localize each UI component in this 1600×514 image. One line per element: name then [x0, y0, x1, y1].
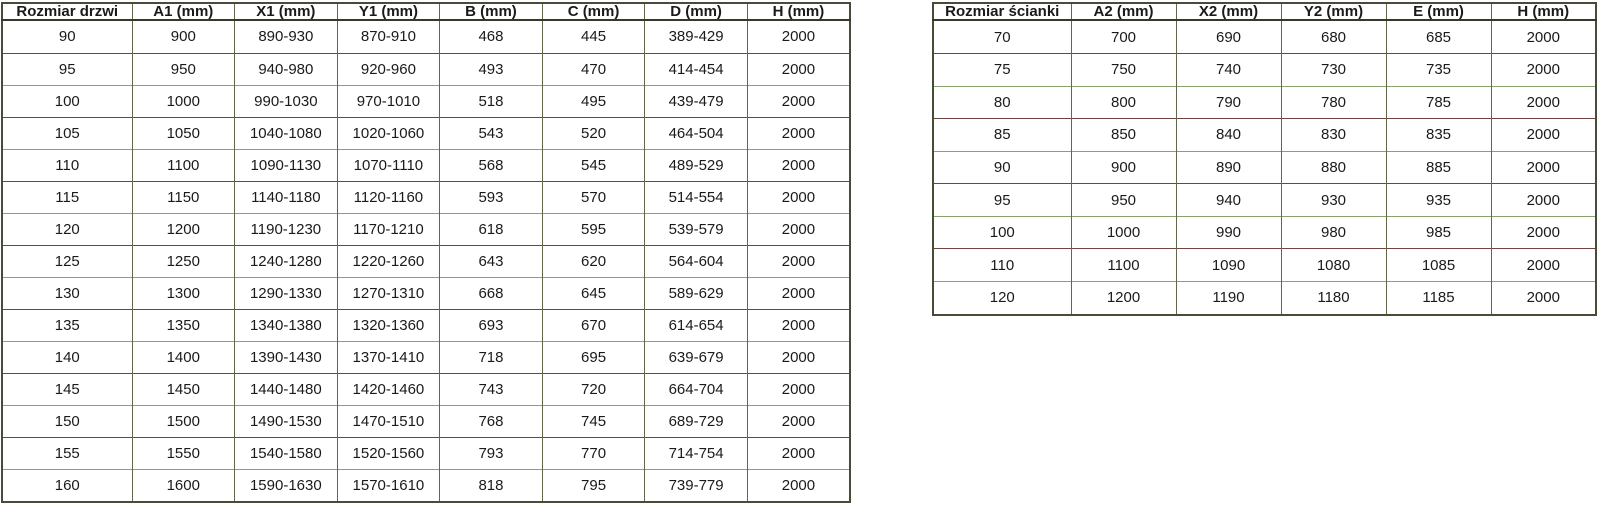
table-cell: 1100: [132, 149, 235, 181]
table-cell: 990: [1176, 216, 1281, 249]
table-cell: 414-454: [645, 53, 748, 85]
table-cell: 1570-1610: [337, 469, 440, 502]
table-cell: 1470-1510: [337, 405, 440, 437]
table-cell: 95: [2, 53, 132, 85]
table-cell: 160: [2, 469, 132, 502]
table-cell: 2000: [747, 277, 850, 309]
table-cell: 105: [2, 117, 132, 149]
table-row: [2, 181, 850, 213]
table-cell: 1300: [132, 277, 235, 309]
table-cell: 870-910: [337, 20, 440, 53]
table-cell: 793: [440, 437, 543, 469]
table-cell: 1000: [1071, 216, 1176, 249]
table-cell: 120: [2, 213, 132, 245]
table-cell: 95: [933, 184, 1071, 217]
door-size-table: [1, 2, 851, 503]
table-cell: 1370-1410: [337, 341, 440, 373]
table-cell: 750: [1071, 54, 1176, 87]
table-row: [2, 309, 850, 341]
table-cell: 2000: [747, 405, 850, 437]
column-header: Y2 (mm): [1281, 3, 1386, 20]
table-cell: 618: [440, 213, 543, 245]
table-cell: 800: [1071, 86, 1176, 119]
table-cell: 770: [542, 437, 645, 469]
table-cell: 564-604: [645, 245, 748, 277]
table-cell: 730: [1281, 54, 1386, 87]
table-cell: 439-479: [645, 85, 748, 117]
table-row: [933, 281, 1596, 315]
column-header: A1 (mm): [132, 3, 235, 20]
table-cell: 2000: [1491, 20, 1596, 54]
table-cell: 1200: [1071, 281, 1176, 315]
table-row: [2, 149, 850, 181]
table-cell: 2000: [1491, 184, 1596, 217]
table-row: [933, 54, 1596, 87]
table-cell: 90: [58, 28, 76, 46]
table-cell: 1500: [132, 405, 235, 437]
table-cell: 155: [2, 437, 132, 469]
table-cell: 1240-1280: [235, 245, 338, 277]
table-cell: 2000: [1491, 281, 1596, 315]
table-cell: 1100: [1071, 249, 1176, 282]
table-cell: 495: [542, 85, 645, 117]
table-cell: 1550: [132, 437, 235, 469]
table-row: [2, 245, 850, 277]
table-cell: 1200: [132, 213, 235, 245]
table-cell: 1050: [132, 117, 235, 149]
table-cell: 140: [2, 341, 132, 373]
table-cell: 620: [542, 245, 645, 277]
column-header: D (mm): [645, 3, 748, 20]
table-cell: 2000: [1491, 216, 1596, 249]
table-row: [2, 469, 850, 502]
table-cell: 930: [1281, 184, 1386, 217]
table-cell: 545: [542, 149, 645, 181]
table-cell: 2000: [1491, 54, 1596, 87]
table-cell: 2000: [747, 85, 850, 117]
table-cell: 1340-1380: [235, 309, 338, 341]
table-row: [2, 20, 850, 53]
column-header: Y1 (mm): [337, 3, 440, 20]
table-cell: 468: [440, 20, 543, 53]
table-row: [2, 85, 850, 117]
table-cell: 900: [1071, 151, 1176, 184]
header-row: [2, 3, 850, 20]
table-cell: 835: [1386, 119, 1491, 152]
table-cell: 570: [542, 181, 645, 213]
table-cell: 818: [440, 469, 543, 502]
table-cell: 75: [933, 54, 1071, 87]
table-cell: 593: [440, 181, 543, 213]
table-cell: 735: [1386, 54, 1491, 87]
table-cell: 470: [542, 53, 645, 85]
table-cell: 739-779: [645, 469, 748, 502]
table-cell: 1600: [132, 469, 235, 502]
table-cell: 2000: [747, 53, 850, 85]
table-cell: 543: [440, 117, 543, 149]
table-cell: 2000: [1491, 151, 1596, 184]
table-cell: 693: [440, 309, 543, 341]
table-cell: 2000: [747, 341, 850, 373]
table-cell: 1400: [132, 341, 235, 373]
table-cell: 940-980: [235, 53, 338, 85]
table-cell: 1180: [1281, 281, 1386, 315]
table-cell: 850: [1071, 119, 1176, 152]
header-row: [933, 3, 1596, 20]
table-row: [933, 216, 1596, 249]
table-cell: 643: [440, 245, 543, 277]
table-cell: 900: [132, 20, 235, 53]
table-row: [2, 373, 850, 405]
table-cell: 518: [440, 85, 543, 117]
table-cell: 790: [1176, 86, 1281, 119]
table-cell: 1320-1360: [337, 309, 440, 341]
table-cell: 890: [1176, 151, 1281, 184]
table-cell: 489-529: [645, 149, 748, 181]
table-row: [2, 213, 850, 245]
table-row: [933, 86, 1596, 119]
table-cell: 1590-1630: [235, 469, 338, 502]
table-cell: 1070-1110: [337, 149, 440, 181]
table-cell: 135: [2, 309, 132, 341]
table-cell: 795: [542, 469, 645, 502]
table-cell: 150: [2, 405, 132, 437]
table-cell: 1040-1080: [235, 117, 338, 149]
table-cell: 130: [2, 277, 132, 309]
table-cell: 1250: [132, 245, 235, 277]
table-cell: 1150: [132, 181, 235, 213]
table-cell: 2000: [747, 469, 850, 502]
table-cell: 970-1010: [337, 85, 440, 117]
column-header: Rozmiar ścianki: [933, 3, 1071, 20]
table-cell: 1270-1310: [337, 277, 440, 309]
table-cell: 1120-1160: [337, 181, 440, 213]
table-cell: 2000: [1491, 86, 1596, 119]
table-cell: 1520-1560: [337, 437, 440, 469]
table-cell: 110: [2, 149, 132, 181]
table-cell: 639-679: [645, 341, 748, 373]
table-cell: 780: [1281, 86, 1386, 119]
table-cell: 445: [542, 20, 645, 53]
table-cell: 745: [542, 405, 645, 437]
table-cell: 1090: [1176, 249, 1281, 282]
table-cell: 685: [1386, 20, 1491, 54]
table-cell: 70: [993, 28, 1011, 46]
table-cell: 1350: [132, 309, 235, 341]
table-cell: 115: [2, 181, 132, 213]
table-cell: 1450: [132, 373, 235, 405]
table-cell: 1440-1480: [235, 373, 338, 405]
table-cell: 680: [1281, 20, 1386, 54]
table-cell: 110: [933, 249, 1071, 282]
table-cell: 2000: [747, 181, 850, 213]
table-row: [933, 20, 1596, 54]
column-header: A2 (mm): [1071, 3, 1176, 20]
column-header: H (mm): [747, 3, 850, 20]
table-cell: 1490-1530: [235, 405, 338, 437]
table-cell: 980: [1281, 216, 1386, 249]
wall-size-table: [932, 2, 1597, 316]
table-cell: 100: [2, 85, 132, 117]
table-row: [933, 119, 1596, 152]
table-cell: 80: [933, 86, 1071, 119]
table-cell: 718: [440, 341, 543, 373]
column-header: E (mm): [1386, 3, 1491, 20]
table-cell: 389-429: [645, 20, 748, 53]
table-cell: 714-754: [645, 437, 748, 469]
column-header: X1 (mm): [235, 3, 338, 20]
table-cell: 2000: [1491, 249, 1596, 282]
table-cell: 785: [1386, 86, 1491, 119]
table-row: [933, 184, 1596, 217]
table-cell: 885: [1386, 151, 1491, 184]
table-cell: 1290-1330: [235, 277, 338, 309]
table-cell: 890-930: [235, 20, 338, 53]
table-cell: 920-960: [337, 53, 440, 85]
table-cell: 2000: [747, 245, 850, 277]
table-cell: 743: [440, 373, 543, 405]
table-row: [2, 117, 850, 149]
column-header: Rozmiar drzwi: [2, 3, 132, 20]
table-cell: 120: [933, 281, 1071, 315]
table-cell: 880: [1281, 151, 1386, 184]
table-cell: 1420-1460: [337, 373, 440, 405]
table-cell: 90: [933, 151, 1071, 184]
table-cell: 940: [1176, 184, 1281, 217]
table-cell: 740: [1176, 54, 1281, 87]
table-cell: 2000: [747, 213, 850, 245]
table-cell: 1080: [1281, 249, 1386, 282]
table-cell: 1090-1130: [235, 149, 338, 181]
table-cell: 2000: [747, 309, 850, 341]
table-cell: 950: [1071, 184, 1176, 217]
table-cell: 664-704: [645, 373, 748, 405]
table-cell: 690: [1176, 20, 1281, 54]
table-cell: 950: [132, 53, 235, 85]
table-cell: 1000: [132, 85, 235, 117]
table-row: [2, 437, 850, 469]
table-cell: 2000: [1491, 119, 1596, 152]
table-cell: 990-1030: [235, 85, 338, 117]
table-cell: 1185: [1386, 281, 1491, 315]
table-row: [933, 249, 1596, 282]
table-cell: 935: [1386, 184, 1491, 217]
table-cell: 539-579: [645, 213, 748, 245]
table-cell: 595: [542, 213, 645, 245]
table-cell: 700: [1071, 20, 1176, 54]
table-cell: 1190-1230: [235, 213, 338, 245]
table-cell: 689-729: [645, 405, 748, 437]
table-cell: 493: [440, 53, 543, 85]
table-cell: 1020-1060: [337, 117, 440, 149]
table-row: [2, 341, 850, 373]
table-row: [2, 405, 850, 437]
table-cell: 1540-1580: [235, 437, 338, 469]
table-cell: 2000: [747, 149, 850, 181]
table-cell: 85: [933, 119, 1071, 152]
table-cell: 100: [933, 216, 1071, 249]
table-cell: 145: [2, 373, 132, 405]
table-cell: 464-504: [645, 117, 748, 149]
table-cell: 2000: [747, 117, 850, 149]
table-cell: 830: [1281, 119, 1386, 152]
table-cell: 125: [2, 245, 132, 277]
table-cell: 695: [542, 341, 645, 373]
table-row: [933, 151, 1596, 184]
table-cell: 1085: [1386, 249, 1491, 282]
table-cell: 720: [542, 373, 645, 405]
table-cell: 985: [1386, 216, 1491, 249]
table-cell: 1390-1430: [235, 341, 338, 373]
table-cell: 768: [440, 405, 543, 437]
table-cell: 645: [542, 277, 645, 309]
column-header: B (mm): [440, 3, 543, 20]
table-cell: 2000: [747, 373, 850, 405]
table-cell: 670: [542, 309, 645, 341]
table-cell: 1140-1180: [235, 181, 338, 213]
table-cell: 840: [1176, 119, 1281, 152]
table-cell: 589-629: [645, 277, 748, 309]
table-row: [2, 53, 850, 85]
table-cell: 2000: [747, 20, 850, 53]
table-cell: 1190: [1176, 281, 1281, 315]
table-cell: 1170-1210: [337, 213, 440, 245]
table-cell: 568: [440, 149, 543, 181]
table-cell: 514-554: [645, 181, 748, 213]
table-cell: 614-654: [645, 309, 748, 341]
table-cell: 1220-1260: [337, 245, 440, 277]
column-header: X2 (mm): [1176, 3, 1281, 20]
table-cell: 520: [542, 117, 645, 149]
table-row: [2, 277, 850, 309]
column-header: H (mm): [1491, 3, 1596, 20]
table-cell: 668: [440, 277, 543, 309]
table-cell: 2000: [747, 437, 850, 469]
column-header: C (mm): [542, 3, 645, 20]
